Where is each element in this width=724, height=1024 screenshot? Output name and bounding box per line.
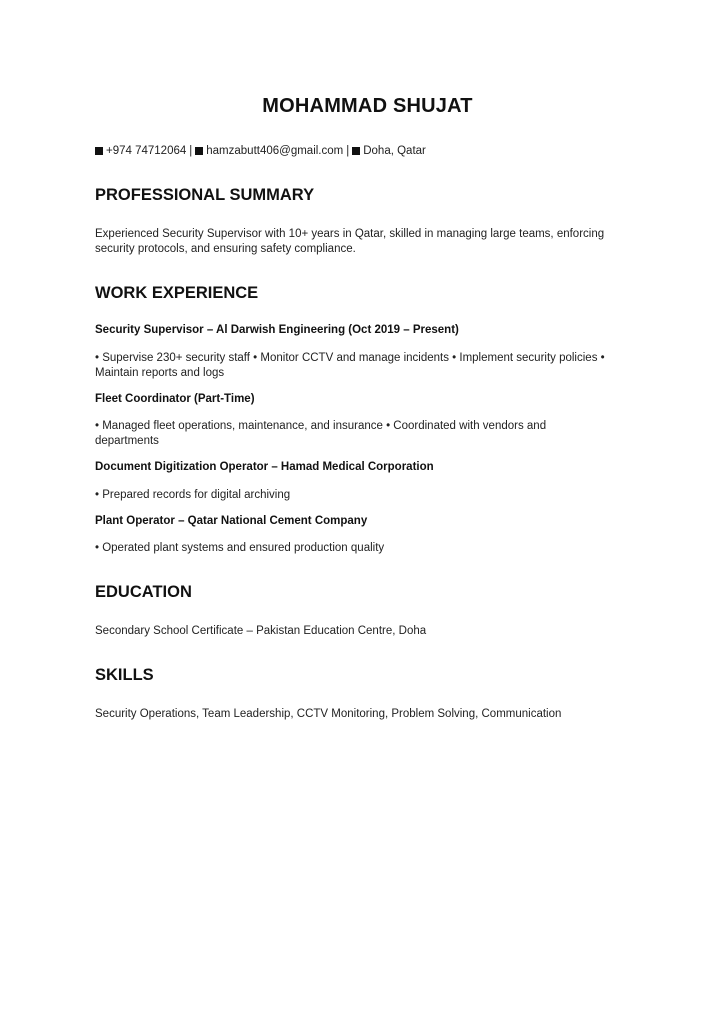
job-details: • Operated plant systems and ensured production quality bbox=[95, 542, 385, 554]
job-title: Document Digitization Operator – Hamad Medical Corporation bbox=[95, 461, 434, 473]
email-address: hamzabutt406@gmail.com bbox=[206, 145, 344, 157]
contact-separator: | bbox=[346, 145, 350, 157]
education-heading: EDUCATION bbox=[95, 583, 192, 601]
location-bullet-icon bbox=[352, 147, 360, 155]
phone-bullet-icon bbox=[95, 147, 103, 155]
job-details: • Prepared records for digital archiving bbox=[95, 489, 291, 501]
education-text: Secondary School Certificate – Pakistan Education Centre, Doha bbox=[95, 625, 427, 637]
phone-number: +974 74712064 bbox=[106, 145, 187, 157]
skills-heading: SKILLS bbox=[95, 666, 154, 684]
contact-separator: | bbox=[189, 145, 193, 157]
job-details: • Managed fleet operations, maintenance, and insurance • Coordinated with vendors and departments bbox=[95, 420, 547, 447]
experience-heading: WORK EXPERIENCE bbox=[95, 284, 259, 302]
summary-heading: PROFESSIONAL SUMMARY bbox=[95, 186, 315, 204]
job-details: • Supervise 230+ security staff • Monitor CCTV and manage incidents • Implement security policies • Maintain reports and logs bbox=[95, 352, 605, 379]
email-bullet-icon bbox=[195, 147, 203, 155]
skills-text: Security Operations, Team Leadership, CCTV Monitoring, Problem Solving, Communication bbox=[95, 708, 562, 720]
summary-text: Experienced Security Supervisor with 10+ years in Qatar, skilled in managing large teams, enforcing security protocols, and ensuring safety compliance. bbox=[95, 228, 605, 255]
job-title: Security Supervisor – Al Darwish Engineering (Oct 2019 – Present) bbox=[95, 324, 459, 336]
job-title: Fleet Coordinator (Part-Time) bbox=[95, 393, 255, 405]
contact-line bbox=[95, 145, 426, 157]
location: Doha, Qatar bbox=[363, 145, 426, 157]
candidate-name: MOHAMMAD SHUJAT bbox=[262, 95, 473, 117]
job-title: Plant Operator – Qatar National Cement Company bbox=[95, 515, 368, 527]
